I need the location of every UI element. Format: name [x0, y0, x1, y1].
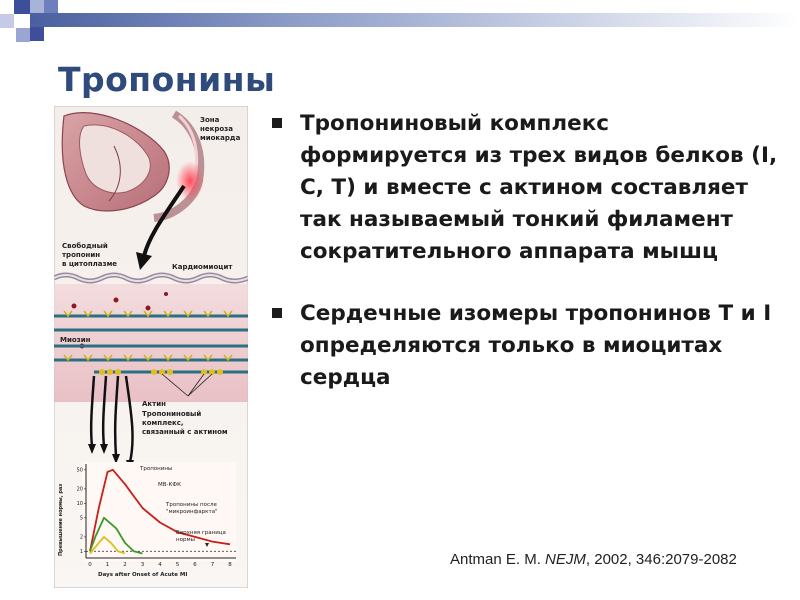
bullet-list [272, 108, 782, 424]
label-cardiomyocyte: Кардиомиоцит [172, 263, 233, 271]
slide-title: Тропонины [58, 60, 276, 99]
bullet-item [272, 108, 782, 268]
label-actin-complex: Актин Тропониновый комплекс, связанный с актином [142, 400, 228, 436]
x-tick-label: 7 [210, 562, 215, 568]
citation-journal: NEJM [545, 551, 586, 568]
x-tick-label: 4 [158, 562, 162, 568]
bullet-text: Тропониновый комплекс формируется из трех видов белков (I, C, T) и вместе с актином составляет так называемый тонкий филамент сократительного аппарата мышц [300, 111, 778, 264]
y-tick-label: 2 [79, 534, 83, 541]
x-tick-label: 5 [175, 562, 180, 568]
troponin-figure [54, 106, 248, 588]
bullet-square-icon [272, 308, 282, 318]
y-axis-label: Превышение нормы, раз [58, 483, 64, 556]
x-tick-label: 0 [88, 562, 92, 568]
biomarker-chart [58, 462, 236, 578]
bullet-item [272, 298, 782, 394]
citation [450, 551, 737, 568]
bullet-square-icon [272, 118, 282, 128]
annotation-troponins: Тропонины [140, 466, 173, 472]
annotation-upper-1: Верхняя граница [176, 530, 226, 536]
x-axis-label: Days after Onset of Acute MI [98, 572, 188, 578]
y-tick-label: 20 [76, 486, 83, 493]
citation-details: , 2002, 346:2079-2082 [585, 551, 737, 568]
header-decoration [0, 0, 800, 46]
annotation-upper-2: нормы [176, 537, 195, 543]
x-tick-label: 1 [105, 562, 110, 568]
label-free-troponin: Свободный тропонин в цитоплазме [62, 242, 118, 268]
citation-author: Antman E. M. [450, 551, 541, 568]
x-tick-label: 6 [193, 562, 197, 568]
annotation-mb-ck: MB-КФК [158, 482, 182, 488]
x-tick-label: 2 [123, 562, 127, 568]
y-tick-label: 5 [79, 515, 83, 522]
label-myosin: Миозин [60, 336, 91, 344]
x-tick-label: 3 [140, 562, 145, 568]
bullet-text: Сердечные изомеры тропонинов T и I определяются только в миоцитах сердца [300, 301, 772, 390]
y-tick-label: 50 [76, 467, 83, 474]
y-tick-label: 10 [76, 501, 83, 508]
y-tick-label: 1 [79, 549, 83, 556]
label-necrosis-zone: Зона некроза миокарда [200, 116, 241, 142]
annotation-micro-2: "микроинфаркта" [166, 509, 218, 515]
annotation-micro-1: Тропонины после [166, 502, 217, 508]
x-tick-label: 8 [228, 562, 232, 568]
